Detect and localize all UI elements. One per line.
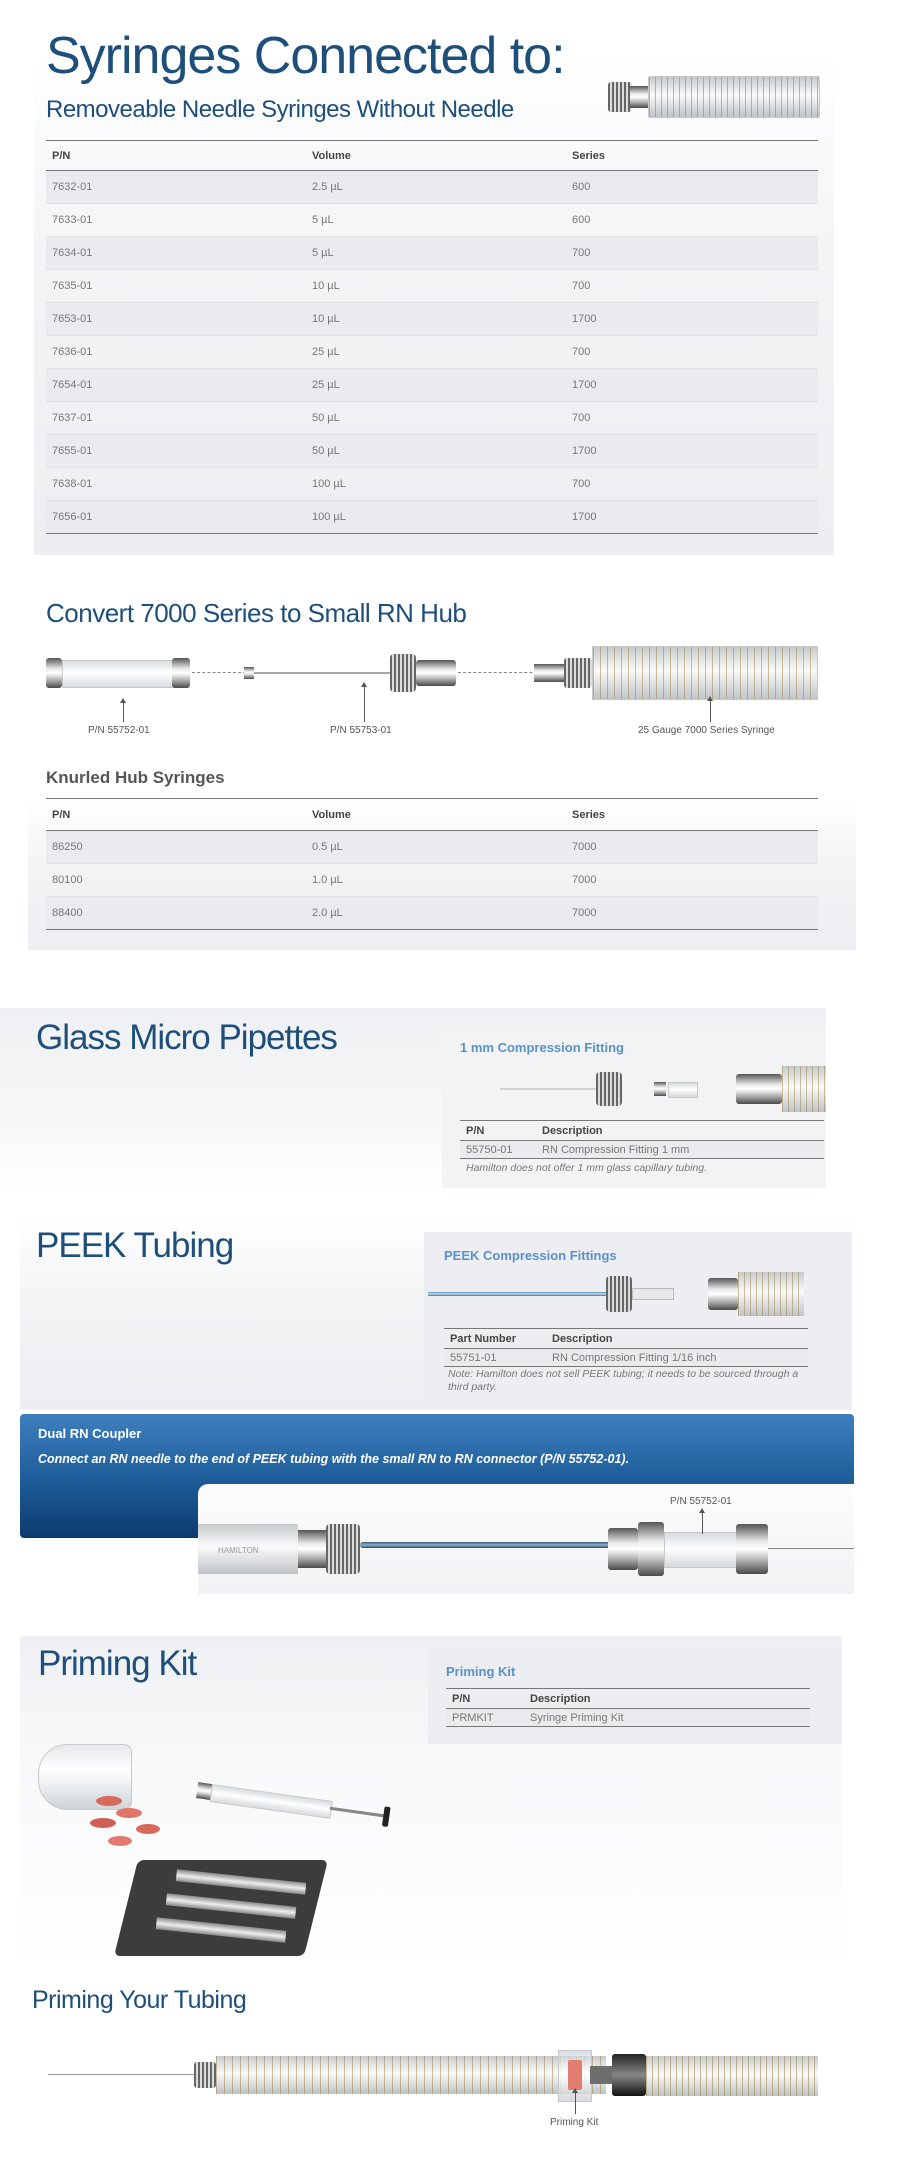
syringes-table xyxy=(46,140,818,534)
table-cell: 700 xyxy=(571,237,818,270)
table-cell: 600 xyxy=(571,171,818,204)
table-cell: 55751-01 xyxy=(444,1349,551,1367)
table-cell: 0.5 µL xyxy=(311,831,571,864)
table-cell: 7632-01 xyxy=(46,171,311,204)
table-cell: 100 µL xyxy=(311,468,571,501)
table-row xyxy=(46,270,818,303)
table-row xyxy=(46,402,818,435)
table-cell: PRMKIT xyxy=(446,1709,529,1727)
coupler-title: Dual RN Coupler xyxy=(38,1426,142,1441)
table-row xyxy=(46,897,818,930)
col-header-pn: P/N xyxy=(446,1689,529,1709)
table-row xyxy=(46,204,818,237)
table-cell: 25 µL xyxy=(311,336,571,369)
peek-table-body xyxy=(444,1349,808,1367)
knurled-table-body xyxy=(46,831,818,930)
callout-label-3: 25 Gauge 7000 Series Syringe xyxy=(638,725,775,736)
knurled-table-title: Knurled Hub Syringes xyxy=(46,768,225,787)
table-row xyxy=(46,303,818,336)
peek-title: PEEK Tubing xyxy=(36,1226,234,1265)
coupler-image xyxy=(198,1484,854,1594)
table-cell: 7637-01 xyxy=(46,402,311,435)
col-header-description: Description xyxy=(541,1121,824,1141)
table-cell: Syringe Priming Kit xyxy=(529,1709,810,1727)
compression-fitting-image xyxy=(500,1064,826,1114)
glass-box-title: 1 mm Compression Fitting xyxy=(460,1040,624,1055)
table-cell: 80100 xyxy=(46,864,311,897)
rn-adapter-part xyxy=(390,654,416,692)
table-cell: 55750-01 xyxy=(460,1141,541,1159)
coupler-callout-label: P/N 55752-01 xyxy=(670,1496,732,1507)
col-header-series: Series xyxy=(571,141,818,171)
table-cell: 5 µL xyxy=(311,204,571,237)
col-header-description: Description xyxy=(551,1329,808,1349)
table-cell: 1.0 µL xyxy=(311,864,571,897)
callout-pointer-1 xyxy=(123,702,124,722)
syringe-brand-text: HAMILTON xyxy=(218,1546,259,1555)
table-cell: 50 µL xyxy=(311,402,571,435)
priming-tubing-title: Priming Your Tubing xyxy=(32,1986,247,2014)
priming-callout-pointer xyxy=(575,2092,576,2114)
col-header-volume: Volume xyxy=(311,799,571,831)
table-cell: 7634-01 xyxy=(46,237,311,270)
table-cell: 700 xyxy=(571,270,818,303)
rn-connector-part xyxy=(46,658,62,688)
col-header-series: Series xyxy=(571,799,818,831)
callout-pointer-3 xyxy=(710,700,711,722)
callout-label-1: P/N 55752-01 xyxy=(88,725,150,736)
table-row xyxy=(46,468,818,501)
table-cell: 2.0 µL xyxy=(311,897,571,930)
table-row xyxy=(46,864,818,897)
table-cell: 10 µL xyxy=(311,303,571,336)
knurled-table xyxy=(46,798,818,930)
table-cell: 7000 xyxy=(571,831,818,864)
table-row xyxy=(46,369,818,402)
col-header-pn: P/N xyxy=(460,1121,541,1141)
7000-series-syringe-part xyxy=(564,658,592,688)
table-cell: 7633-01 xyxy=(46,204,311,237)
table-cell: 7653-01 xyxy=(46,303,311,336)
col-header-description: Description xyxy=(529,1689,810,1709)
table-cell: 600 xyxy=(571,204,818,237)
glass-title: Glass Micro Pipettes xyxy=(36,1018,337,1057)
col-header-pn: P/N xyxy=(46,799,311,831)
priming-table-body xyxy=(446,1709,810,1727)
table-cell: 700 xyxy=(571,402,818,435)
glass-note: Hamilton does not offer 1 mm glass capillary tubing. xyxy=(466,1162,708,1174)
table-cell: 1700 xyxy=(571,369,818,402)
syringes-table-body xyxy=(46,171,818,534)
priming-table xyxy=(446,1688,810,1727)
table-cell: 5 µL xyxy=(311,237,571,270)
table-cell: 25 µL xyxy=(311,369,571,402)
table-row xyxy=(46,336,818,369)
priming-callout-label: Priming Kit xyxy=(550,2117,599,2128)
table-cell: 10 µL xyxy=(311,270,571,303)
section-subtitle: Removeable Needle Syringes Without Needle xyxy=(46,96,514,123)
table-row xyxy=(46,237,818,270)
priming-kit-image xyxy=(36,1736,416,1960)
table-cell: RN Compression Fitting 1/16 inch xyxy=(551,1349,808,1367)
peek-fitting-image xyxy=(428,1270,804,1320)
callout-label-2: P/N 55753-01 xyxy=(330,725,392,736)
glass-table-body xyxy=(460,1141,824,1159)
page-title: Syringes Connected to: xyxy=(46,27,565,85)
col-header-part-number: Part Number xyxy=(444,1329,551,1349)
table-row xyxy=(46,831,818,864)
table-cell: 7655-01 xyxy=(46,435,311,468)
table-cell: 1700 xyxy=(571,303,818,336)
table-cell: 7000 xyxy=(571,864,818,897)
table-row xyxy=(46,501,818,534)
priming-syringe xyxy=(195,1776,397,1834)
table-cell: 7638-01 xyxy=(46,468,311,501)
peek-table xyxy=(444,1328,808,1367)
table-row xyxy=(446,1709,810,1727)
table-row xyxy=(46,171,818,204)
table-cell: 88400 xyxy=(46,897,311,930)
convert-assembly-image xyxy=(40,640,820,700)
table-cell: 100 µL xyxy=(311,501,571,534)
table-cell: 7000 xyxy=(571,897,818,930)
col-header-pn: P/N xyxy=(46,141,311,171)
table-cell: 700 xyxy=(571,468,818,501)
coupler-callout-pointer xyxy=(702,1512,703,1534)
table-cell: 2.5 µL xyxy=(311,171,571,204)
table-cell: 7635-01 xyxy=(46,270,311,303)
table-cell: 86250 xyxy=(46,831,311,864)
table-row xyxy=(444,1349,808,1367)
table-cell: 700 xyxy=(571,336,818,369)
priming-tubing-image xyxy=(48,2030,818,2120)
rn-syringe-image xyxy=(608,58,818,138)
convert-title: Convert 7000 Series to Small RN Hub xyxy=(46,598,467,628)
table-row xyxy=(460,1141,824,1159)
table-cell: 50 µL xyxy=(311,435,571,468)
table-cell: 7654-01 xyxy=(46,369,311,402)
coupler-text: Connect an RN needle to the end of PEEK tubing with the small RN to RN connector (P/N 55752-01). xyxy=(38,1452,630,1466)
table-cell: 7636-01 xyxy=(46,336,311,369)
peek-box-title: PEEK Compression Fittings xyxy=(444,1248,617,1263)
priming-title: Priming Kit xyxy=(38,1644,197,1683)
glass-table xyxy=(460,1120,824,1159)
col-header-volume: Volume xyxy=(311,141,571,171)
priming-box-title: Priming Kit xyxy=(446,1664,516,1679)
table-cell: 1700 xyxy=(571,435,818,468)
peek-note: Note: Hamilton does not sell PEEK tubing; it needs to be sourced through a third party. xyxy=(448,1368,799,1393)
callout-pointer-2 xyxy=(364,686,365,722)
table-cell: RN Compression Fitting 1 mm xyxy=(541,1141,824,1159)
table-cell: 7656-01 xyxy=(46,501,311,534)
table-cell: 1700 xyxy=(571,501,818,534)
table-row xyxy=(46,435,818,468)
